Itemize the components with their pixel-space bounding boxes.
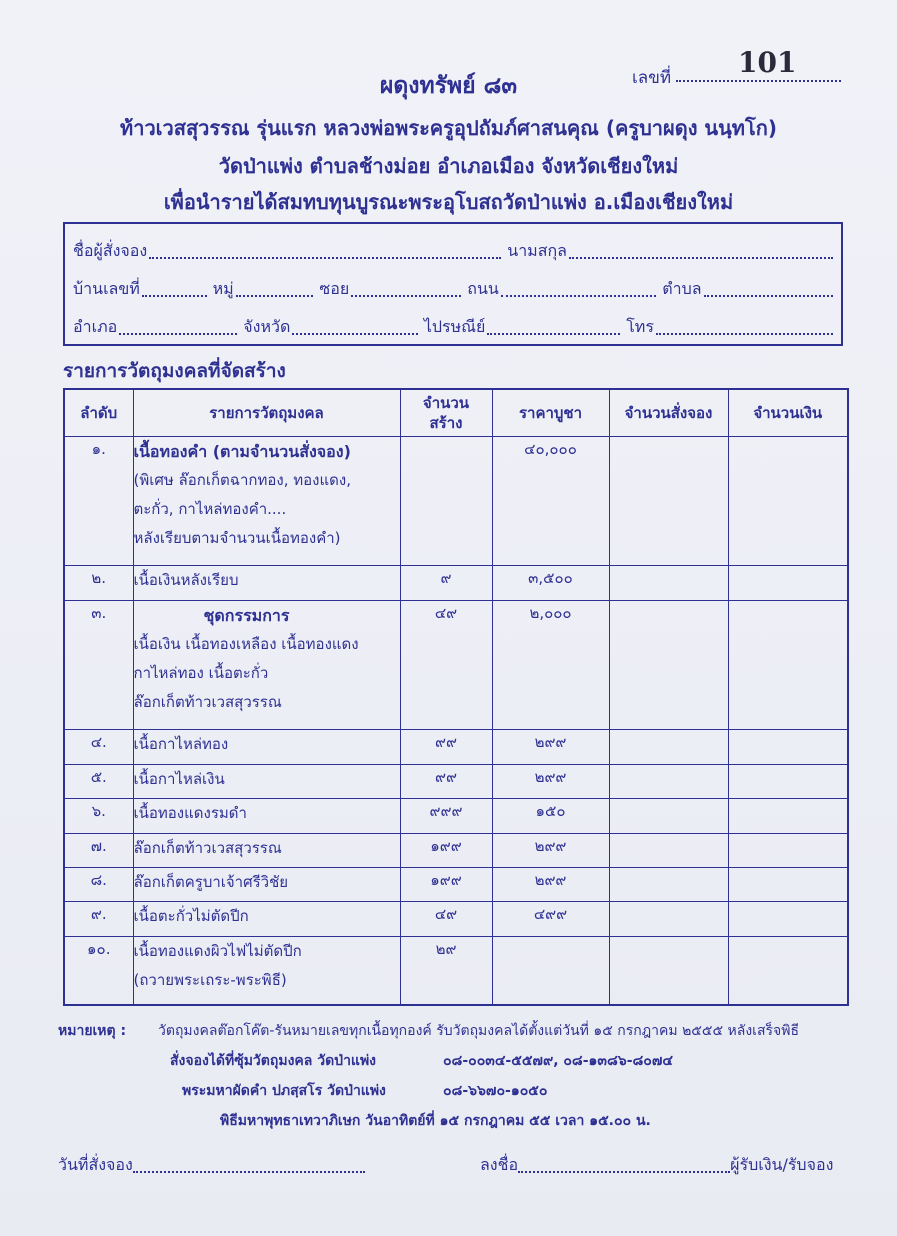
row-no: ๗.: [64, 833, 133, 867]
moo-label: หมู่: [212, 279, 234, 298]
serial-number: 101: [738, 46, 797, 79]
row-no: ๖.: [64, 799, 133, 833]
province-label: จังหวัด: [243, 317, 291, 336]
col-header-order-qty: จำนวนสั่งจอง: [609, 389, 728, 437]
subtitle-amulet: ท้าวเวสสุวรรณ รุ่นแรก หลวงพ่อพระครูอุปถัมภ์ศาสนคุณ (ครูบาผดุง นนฺทโก): [120, 116, 777, 140]
row-price: ๒๙๙: [492, 833, 609, 867]
contact-1-label: สั่งจองได้ที่ซุ้มวัตถุมงคล วัดป่าแพ่ง: [170, 1053, 377, 1069]
row-price: ๓,๕๐๐: [492, 566, 609, 600]
row-amount-cell[interactable]: [728, 437, 848, 566]
item-line: ล๊อกเก็ตครูบาเจ้าศรีวิชัย: [133, 872, 289, 891]
table-row: [64, 867, 848, 901]
row-item: [133, 902, 400, 936]
col-header-item: รายการวัตถุมงคล: [133, 389, 400, 437]
row-qty: ๙: [400, 566, 492, 600]
row-qty: ๑๙๙: [400, 833, 492, 867]
amphoe-field[interactable]: [119, 333, 237, 335]
tambon-field[interactable]: [704, 295, 833, 297]
row-amount-cell[interactable]: [728, 730, 848, 764]
item-line: ตะกั่ว, กาไหล่ทองคำ....: [133, 500, 287, 518]
contact-1-phones: ๐๘-๐๐๓๔-๕๕๗๙, ๐๘-๑๓๘๖-๘๐๗๔: [443, 1053, 673, 1069]
item-line: (พิเศษ ล๊อกเก็ตฉากทอง, ทองแดง,: [133, 471, 351, 489]
row-no: ๑๐.: [64, 936, 133, 1005]
row-amount-cell[interactable]: [728, 833, 848, 867]
row-no: ๑.: [64, 437, 133, 566]
postcode-label: ไปรษณีย์: [423, 317, 486, 336]
row-amount-cell[interactable]: [728, 799, 848, 833]
order-date-field: [58, 1150, 365, 1178]
row-item: [133, 730, 400, 764]
row-no: ๕.: [64, 764, 133, 798]
signature-footer: [58, 1150, 858, 1180]
row-order-qty-cell[interactable]: [609, 566, 728, 600]
row-item: [133, 764, 400, 798]
row-no: ๙.: [64, 902, 133, 936]
row-price: ๔๙๙: [492, 902, 609, 936]
row-qty: ๒๙: [400, 936, 492, 1005]
table-row: [64, 600, 848, 729]
notes-line-1: วัตถุมงคลต๊อกโค๊ต-รันหมายเลขทุกเนื้อทุกองค์ รับวัตถุมงคลได้ตั้งแต่วันที่ ๑๕ กรกฎาคม ๒๕๕๕ หลังเสร็จพิธี: [158, 1023, 799, 1039]
row-qty: ๙๙: [400, 764, 492, 798]
name-field[interactable]: [149, 257, 501, 259]
item-line: ชุดกรรมการ: [203, 605, 290, 625]
amphoe-label: อำเภอ: [73, 317, 118, 336]
row-qty: ๙๙: [400, 730, 492, 764]
notes-label: หมายเหตุ :: [58, 1023, 127, 1039]
row-qty: [400, 437, 492, 566]
row-item: [133, 799, 400, 833]
postcode-field[interactable]: [487, 333, 620, 335]
row-item: [133, 867, 400, 901]
province-field[interactable]: [292, 333, 417, 335]
row-item: [133, 833, 400, 867]
row-price: [492, 936, 609, 1005]
surname-label: นามสกุล: [507, 241, 567, 260]
row-order-qty-cell[interactable]: [609, 799, 728, 833]
row-no: ๔.: [64, 730, 133, 764]
form-title: ผดุงทรัพย์ ๘๓: [379, 73, 518, 99]
sign-label: ลงชื่อ: [480, 1155, 519, 1174]
col-header-quantity-made: จำนวน สร้าง: [400, 389, 492, 437]
table-row: [64, 902, 848, 936]
phone-field[interactable]: [656, 333, 833, 335]
item-line: ล๊อกเก็ตท้าวเวสสุวรรณ: [133, 692, 282, 711]
item-line: เนื้อกาไหล่ทอง: [133, 735, 229, 754]
receiver-label: ผู้รับเงิน/รับจอง: [730, 1155, 834, 1174]
phone-label: โทร: [626, 317, 654, 336]
orderer-info-box: [63, 222, 843, 346]
signature-input[interactable]: [518, 1171, 730, 1173]
row-price: ๒๙๙: [492, 764, 609, 798]
row-amount-cell[interactable]: [728, 936, 848, 1005]
order-date-label: วันที่สั่งจอง: [58, 1155, 133, 1174]
row-no: ๘.: [64, 867, 133, 901]
contact-2-label: พระมหาผัดคำ ปภสฺสโร วัดป่าแพ่ง: [182, 1083, 386, 1099]
table-row: [64, 764, 848, 798]
soi-field[interactable]: [351, 295, 461, 297]
item-line: เนื้อกาไหล่เงิน: [133, 769, 225, 788]
row-amount-cell[interactable]: [728, 600, 848, 729]
item-line: กาไหล่ทอง เนื้อตะกั่ว: [133, 663, 269, 682]
col-header-price: ราคาบูชา: [492, 389, 609, 437]
row-price: ๒๙๙: [492, 867, 609, 901]
row-order-qty-cell[interactable]: [609, 764, 728, 798]
road-field[interactable]: [501, 295, 656, 297]
road-label: ถนน: [467, 279, 499, 298]
row-price: ๒,๐๐๐: [492, 600, 609, 729]
name-label: ชื่อผู้สั่งจอง: [73, 241, 148, 260]
row-amount-cell[interactable]: [728, 902, 848, 936]
soi-label: ซอย: [319, 279, 350, 298]
row-amount-cell[interactable]: [728, 867, 848, 901]
row-price: ๑๕๐: [492, 799, 609, 833]
item-line: เนื้อทองแดงผิวไฟไม่ตัดปีก: [133, 941, 302, 960]
row-order-qty-cell[interactable]: [609, 936, 728, 1005]
table-row: [64, 730, 848, 764]
row-order-qty-cell[interactable]: [609, 867, 728, 901]
contact-2-phones: ๐๘-๖๖๗๐-๑๐๕๐: [443, 1083, 548, 1099]
row-item: [133, 566, 400, 600]
row-item: [133, 936, 400, 1005]
order-date-input[interactable]: [133, 1171, 365, 1173]
row-order-qty-cell[interactable]: [609, 902, 728, 936]
section-title: รายการวัตถุมงคลที่จัดสร้าง: [63, 360, 286, 382]
row-order-qty-cell[interactable]: [609, 437, 728, 566]
table-row: [64, 799, 848, 833]
orderer-province-line: [73, 314, 833, 340]
col-header-amount: จำนวนเงิน: [728, 389, 848, 437]
moo-field[interactable]: [236, 295, 314, 297]
row-qty: ๔๙: [400, 600, 492, 729]
table-row: [64, 566, 848, 600]
row-qty: ๑๙๙: [400, 867, 492, 901]
row-amount-cell[interactable]: [728, 764, 848, 798]
item-line: เนื้อทองแดงรมดำ: [133, 804, 247, 823]
item-line: เนื้อตะกั่วไม่ตัดปีก: [133, 907, 249, 926]
house-no-field[interactable]: [142, 295, 207, 297]
serial-label: เลขที่: [632, 68, 672, 88]
row-item: [133, 600, 400, 729]
table-row: [64, 833, 848, 867]
row-qty: ๔๙: [400, 902, 492, 936]
row-no: ๓.: [64, 600, 133, 729]
item-line: (ถวายพระเถระ-พระพิธี): [133, 970, 287, 989]
ceremony-info: พิธีมหาพุทธาเทวาภิเษก วันอาทิตย์ที่ ๑๕ กรกฎาคม ๕๕ เวลา ๑๕.๐๐ น.: [220, 1113, 651, 1129]
row-price: ๔๐,๐๐๐: [492, 437, 609, 566]
subtitle-temple: วัดป่าแพ่ง ตำบลช้างม่อย อำเภอเมือง จังหวัดเชียงใหม่: [218, 154, 679, 178]
col-header-no: ลำดับ: [64, 389, 133, 437]
item-line: เนื้อเงินหลังเรียบ: [133, 571, 239, 590]
tambon-label: ตำบล: [662, 279, 702, 298]
items-table: [63, 388, 849, 1006]
row-price: ๒๙๙: [492, 730, 609, 764]
row-amount-cell[interactable]: [728, 566, 848, 600]
item-line: เนื้อทองคำ (ตามจำนวนสั่งจอง): [133, 442, 351, 461]
table-row: [64, 437, 848, 566]
row-qty: ๙๙๙: [400, 799, 492, 833]
row-order-qty-cell[interactable]: [609, 833, 728, 867]
row-order-qty-cell[interactable]: [609, 730, 728, 764]
row-item: [133, 437, 400, 566]
subtitle-purpose: เพื่อนำรายได้สมทบทุนบูรณะพระอุโบสถวัดป่าแพ่ง อ.เมืองเชียงใหม่: [163, 190, 734, 214]
orderer-address-line: [73, 276, 833, 302]
item-line: หลังเรียบตามจำนวนเนื้อทองคำ): [133, 529, 341, 547]
row-order-qty-cell[interactable]: [609, 600, 728, 729]
signature-field: [480, 1150, 833, 1178]
orderer-name-line: [73, 238, 833, 264]
item-line: เนื้อเงิน เนื้อทองเหลือง เนื้อทองแดง: [133, 634, 359, 653]
surname-field[interactable]: [569, 257, 833, 259]
row-no: ๒.: [64, 566, 133, 600]
table-header-row: [64, 389, 848, 437]
table-row: [64, 936, 848, 1005]
item-line: ล๊อกเก็ตท้าวเวสสุวรรณ: [133, 838, 282, 857]
house-no-label: บ้านเลขที่: [73, 279, 140, 298]
